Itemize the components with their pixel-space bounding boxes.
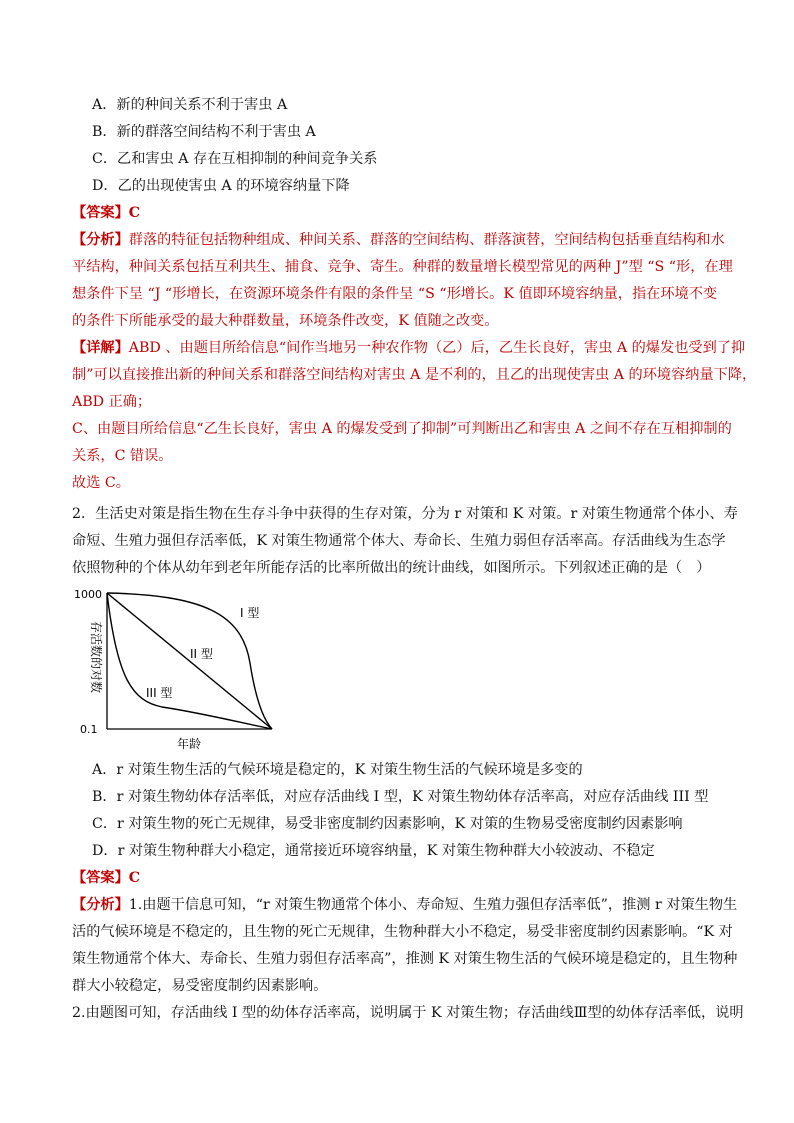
q2-option-c: C．r 对策生物的死亡无规律，易受非密度制约因素影响，K 对策的生物易受密度制约因素影响 — [92, 816, 683, 832]
q2-option-d: D．r 对策生物种群大小稳定，通常接近环境容纳量，K 对策生物种群大小较波动、不稳定 — [92, 843, 655, 859]
q1-option-c: C．乙和害虫 A 存在互相抑制的种间竞争关系 — [92, 151, 378, 167]
q2-option-a: A．r 对策生物生活的气候环境是稳定的，K 对策生物生活的气候环境是多变的 — [92, 762, 583, 778]
answer-value: C — [128, 870, 141, 886]
curve-label-type-3: III 型 — [146, 686, 173, 700]
q2-analysis-line-1 — [72, 896, 737, 914]
y-axis-label: 存活数的对数 — [89, 621, 103, 694]
q2-answer — [72, 869, 140, 887]
q2-stem-line-1: 2．生活史对策是指生物在生存斗争中获得的生存对策，分为 r 对策和 K 对策。r 对策生物通常个体小、寿 — [72, 506, 738, 522]
detail-tag: 【详解】 — [72, 340, 129, 356]
q1-detail-line-4: C、由题目所给信息“乙生长良好，害虫 A 的爆发受到了抑制”可判断出乙和害虫 A 之间不存在互相抑制的 — [72, 421, 732, 437]
q1-analysis-line-3: 想条件下呈 “J “形增长，在资源环境条件有限的条件呈 “S “形增长。K 值即环境容纳量，指在环境不变 — [72, 286, 718, 302]
detail-text: ABD 、由题目所给信息“间作当地另一种农作物（乙）后，乙生长良好，害虫 A 的爆发也受到了抑 — [128, 340, 746, 356]
analysis-text: 群落的特征包括物种组成、种间关系、群落的空间结构、群落演替，空间结构包括垂直结构和水 — [128, 232, 725, 248]
q1-detail-line-5: 关系，C 错误。 — [72, 448, 173, 464]
q2-stem-line-3: 依照物种的个体从幼年到老年所能存活的比率所做出的统计曲线，如图所示。下列叙述正确的是（ ） — [72, 560, 711, 576]
answer-value: C — [128, 205, 141, 221]
q1-option-d: D．乙的出现使害虫 A 的环境容纳量下降 — [92, 178, 350, 194]
answer-tag: 【答案】 — [72, 870, 129, 886]
curve-label-type-2: II 型 — [190, 647, 213, 661]
curve-label-type-1: I 型 — [240, 606, 260, 620]
q1-option-a: A．新的种间关系不利于害虫 A — [92, 97, 288, 113]
q2-analysis-line-3: 策生物通常个体大、寿命长、生殖力弱但存活率高”，推测 K 对策生物生活的气候环境是稳定的，且生物种 — [72, 951, 738, 967]
analysis-tag: 【分析】 — [72, 232, 129, 248]
answer-tag: 【答案】 — [72, 205, 129, 221]
q1-detail-line-6: 故选 C。 — [72, 475, 130, 491]
x-axis-label: 年龄 — [177, 737, 202, 751]
analysis-tag: 【分析】 — [72, 897, 129, 913]
q2-option-b: B．r 对策生物幼体存活率低，对应存活曲线 I 型，K 对策生物幼体存活率高，对应存活曲线 III 型 — [92, 789, 709, 805]
q1-detail-line-3: ABD 正确； — [72, 394, 152, 410]
q1-detail-line-2: 制”可以直接推出新的种间关系和群落空间结构对害虫 A 是不利的，且乙的出现使害虫 A 的环境容纳量下降， — [72, 367, 757, 383]
q2-analysis-line-4: 群大小较稳定，易受密度制约因素影响。 — [72, 978, 328, 994]
survivorship-chart — [72, 583, 282, 755]
y-top-tick-label: 1000 — [74, 588, 102, 601]
q1-analysis-line-1 — [72, 231, 725, 249]
q1-option-b: B．新的群落空间结构不利于害虫 A — [92, 124, 316, 140]
q2-stem-line-2: 命短、生殖力强但存活率低，K 对策生物通常个体大、寿命长、生殖力弱但存活率高。存活曲线为生态学 — [72, 533, 726, 549]
q2-analysis-line-2: 活的气候环境是不稳定的，且生物的死亡无规律，生物种群大小不稳定，易受非密度制约因素影响。“K 对 — [72, 924, 733, 940]
q1-answer — [72, 204, 140, 222]
q2-analysis-line-5: 2.由题图可知，存活曲线 I 型的幼体存活率高，说明属于 K 对策生物；存活曲线Ⅲ型的幼体存活率低，说明 — [72, 1005, 744, 1021]
q1-detail-line-1 — [72, 339, 745, 357]
y-bottom-tick-label: 0.1 — [80, 723, 98, 736]
q1-analysis-line-2: 平结构，种间关系包括互利共生、捕食、竞争、寄生。种群的数量增长模型常见的两种 J”型 “S “形，在理 — [72, 259, 733, 275]
analysis-text: 1.由题干信息可知，“r 对策生物通常个体小、寿命短、生殖力强但存活率低”，推测 r 对策生物生 — [128, 897, 738, 913]
q1-analysis-line-4: 的条件下所能承受的最大种群数量，环境条件改变，K 值随之改变。 — [72, 313, 499, 329]
